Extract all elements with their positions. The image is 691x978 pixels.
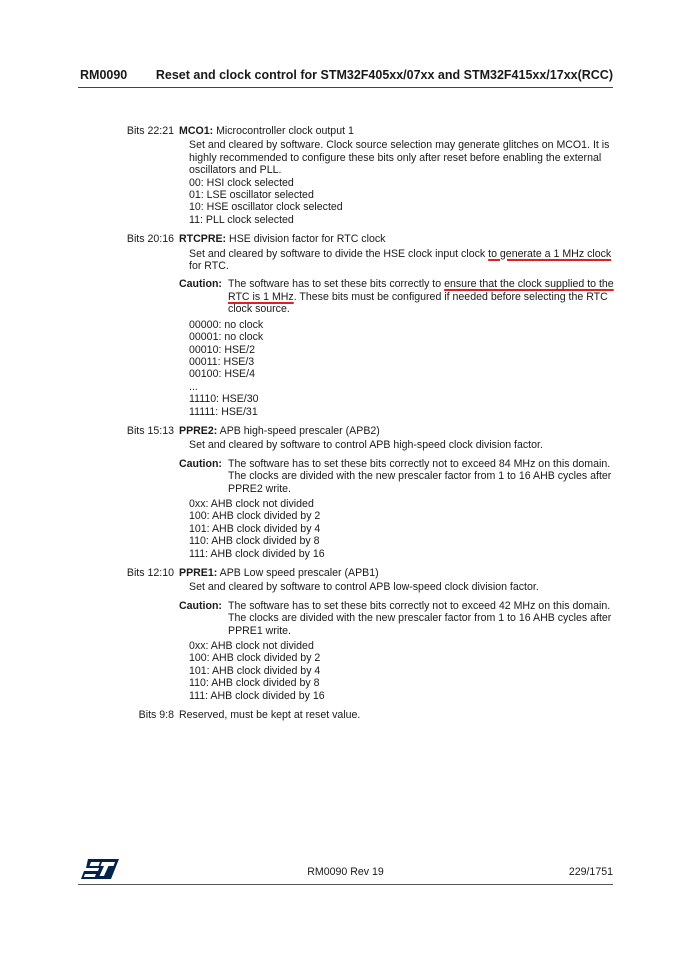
- caution-text: The software has to set these bits correctly to ensure that the clock supplied to the RTC is 1 MHz. These bits must be configured if needed before selecting the RTC clock source.: [228, 278, 614, 316]
- field-paragraph: Set and cleared by software to divide the HSE clock input clock to generate a 1 MHz clock for RTC.: [189, 247, 612, 273]
- list-item: 101: AHB clock divided by 4: [189, 664, 321, 677]
- list-item: 101: AHB clock divided by 4: [189, 522, 321, 535]
- list-item: 110: AHB clock divided by 8: [189, 677, 320, 690]
- field-paragraph: Set and cleared by software. Clock source selection may generate glitches on MCO1. It is highly recommended to configure these bits only after reset before enabling the external oscillators and PLL.: [189, 139, 610, 177]
- field-desc: APB Low speed prescaler (APB1): [217, 567, 379, 579]
- list-item: 100: AHB clock divided by 2: [189, 510, 321, 523]
- field-desc: HSE division factor for RTC clock: [226, 233, 386, 246]
- list-item: 11111: HSE/31: [189, 405, 258, 418]
- list-item: 00010: HSE/2: [189, 343, 255, 356]
- header-divider: [78, 87, 613, 88]
- list-item: 111: AHB clock divided by 16: [189, 689, 325, 702]
- list-item: 0xx: AHB clock not divided: [189, 640, 314, 653]
- field-mco1: [0, 125, 691, 226]
- section-title: Reset and clock control for STM32F405xx/07xx and STM32F415xx/17xx(RCC): [155, 68, 613, 82]
- register-field-list: [0, 125, 691, 728]
- field-name: RTCPRE:: [179, 233, 227, 246]
- highlight-underline: ensure that the clock supplied to the RTC is 1 MHz: [228, 278, 614, 303]
- list-item: 00: HSI clock selected: [189, 176, 294, 189]
- list-item: 01: LSE oscillator selected: [189, 189, 314, 202]
- list-item: 111: AHB clock divided by 16: [189, 547, 325, 560]
- doc-revision: RM0090 Rev 19: [307, 866, 384, 878]
- page-number: 229/1751: [568, 866, 613, 878]
- list-item: 0xx: AHB clock not divided: [189, 497, 314, 510]
- list-item: 00001: no clock: [189, 331, 264, 344]
- caution-label: Caution:: [179, 599, 222, 612]
- caution-text: The software has to set these bits correctly not to exceed 84 MHz on this domain. The clocks are divided with the new prescaler factor from 1 to 16 AHB cycles after PPRE2 write.: [228, 457, 612, 495]
- bit-range: Bits 9:8: [138, 709, 174, 722]
- field-desc: Reserved, must be kept at reset value.: [179, 709, 361, 722]
- field-paragraph: Set and cleared by software to control APB high-speed clock division factor.: [189, 439, 543, 452]
- bit-range: Bits 15:13: [126, 424, 174, 437]
- list-item: 11: PLL clock selected: [189, 213, 294, 226]
- value-list: [189, 319, 615, 418]
- field-name: PPRE1:: [179, 567, 218, 579]
- list-item: 00011: HSE/3: [189, 355, 255, 368]
- list-item: 110: AHB clock divided by 8: [189, 535, 320, 548]
- list-item: ...: [189, 380, 198, 393]
- value-list: [189, 177, 615, 227]
- caution-note: [179, 600, 615, 637]
- bit-range: Bits 22:21: [126, 125, 174, 137]
- doc-id: RM0090: [80, 68, 128, 82]
- footer-divider: [78, 884, 613, 885]
- bit-range: Bits 12:10: [126, 567, 174, 579]
- value-list: [189, 640, 615, 702]
- value-list: [189, 498, 615, 560]
- caution-note: [179, 278, 615, 315]
- field-ppre2: [0, 425, 691, 560]
- list-item: 100: AHB clock divided by 2: [189, 652, 321, 665]
- field-reserved: [0, 709, 691, 721]
- field-paragraph: Set and cleared by software to control APB low-speed clock division factor.: [189, 581, 539, 594]
- list-item: 10: HSE oscillator clock selected: [189, 201, 343, 214]
- caution-note: [179, 458, 615, 495]
- field-name: PPRE2:: [179, 424, 218, 437]
- caution-label: Caution:: [179, 457, 222, 470]
- highlight-underline: to generate a 1 MHz clock: [488, 247, 612, 260]
- list-item: 00100: HSE/4: [189, 368, 255, 381]
- field-name: MCO1:: [179, 125, 214, 137]
- caution-text: The software has to set these bits correctly not to exceed 42 MHz on this domain. The clocks are divided with the new prescaler factor from 1 to 16 AHB cycles after PPRE1 write.: [228, 599, 612, 637]
- bit-range: Bits 20:16: [126, 233, 174, 246]
- caution-label: Caution:: [179, 278, 222, 291]
- field-desc: APB high-speed prescaler (APB2): [217, 424, 380, 437]
- list-item: 11110: HSE/30: [189, 393, 259, 406]
- field-desc: Microcontroller clock output 1: [213, 125, 354, 137]
- list-item: 00000: no clock: [189, 318, 264, 331]
- field-ppre1: [0, 567, 691, 702]
- field-rtcpre: [0, 233, 691, 418]
